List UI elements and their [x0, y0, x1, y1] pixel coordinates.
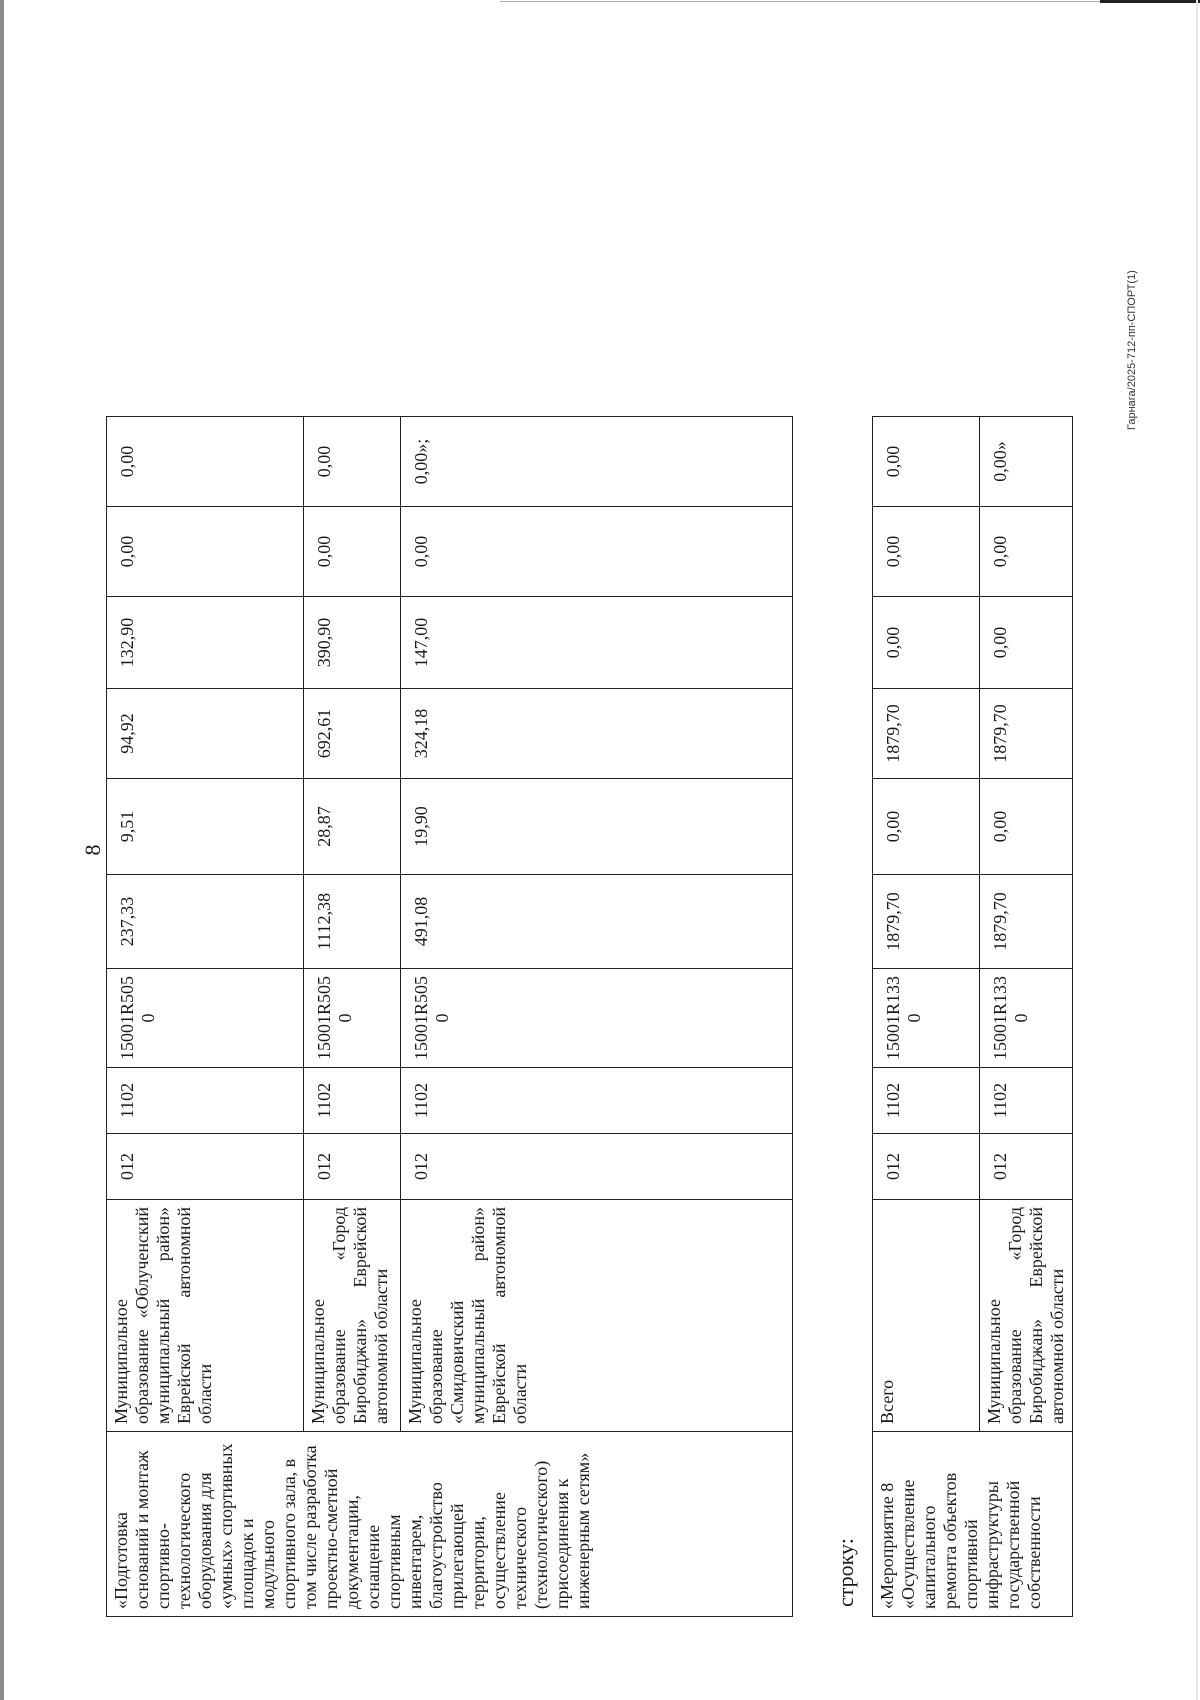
budget-table-lower	[872, 416, 1073, 1617]
value-cell: 0,00	[980, 506, 1073, 596]
value-cell: 491,08	[401, 874, 793, 968]
municipality-cell: Муниципальное образование «Смидовичский муниципальный район» Еврейской автономной области	[401, 1200, 793, 1432]
value-cell: 390,90	[304, 596, 401, 688]
value-cell: 0,00»	[980, 416, 1073, 506]
budget-table-upper	[106, 416, 793, 1617]
csr-cell: 15001R505 0	[304, 968, 401, 1067]
rzpr-cell: 1102	[980, 1068, 1073, 1134]
value-cell: 0,00	[873, 778, 980, 874]
value-cell: 0,00	[873, 596, 980, 688]
value-cell: 0,00	[107, 416, 304, 506]
table-row	[107, 416, 304, 1616]
value-cell: 147,00	[401, 596, 793, 688]
value-cell: 1879,70	[980, 874, 1073, 968]
grbs-cell: 012	[304, 1134, 401, 1200]
grbs-cell: 012	[873, 1134, 980, 1200]
activity-cell: «Мероприятие 8 «Осуществление капитального ремонта объектов спортивной инфраструктуры государственной собственности	[873, 1432, 1073, 1617]
row-replacement-label: строку:	[833, 1538, 858, 1607]
csr-cell: 15001R133 0	[980, 968, 1073, 1067]
grbs-cell: 012	[107, 1134, 304, 1200]
value-cell: 28,87	[304, 778, 401, 874]
rzpr-cell: 1102	[401, 1068, 793, 1134]
grbs-cell: 012	[401, 1134, 793, 1200]
municipality-cell: Всего	[873, 1200, 980, 1432]
municipality-cell: Муниципальное образование «Город Биробиджан» Еврейской автономной области	[980, 1200, 1073, 1432]
value-cell: 0,00	[304, 416, 401, 506]
csr-cell: 15001R505 0	[107, 968, 304, 1067]
value-cell: 0,00	[107, 506, 304, 596]
value-cell: 0,00	[304, 506, 401, 596]
rzpr-cell: 1102	[107, 1068, 304, 1134]
value-cell: 0,00	[873, 506, 980, 596]
value-cell: 1112,38	[304, 874, 401, 968]
municipality-cell: Муниципальное образование «Город Биробиджан» Еврейской автономной области	[304, 1200, 401, 1432]
value-cell: 1879,70	[873, 688, 980, 778]
table-row	[873, 416, 980, 1616]
value-cell: 0,00	[873, 416, 980, 506]
value-cell: 132,90	[107, 596, 304, 688]
rzpr-cell: 1102	[873, 1068, 980, 1134]
value-cell: 94,92	[107, 688, 304, 778]
csr-cell: 15001R505 0	[401, 968, 793, 1067]
value-cell: 237,33	[107, 874, 304, 968]
value-cell: 0,00»;	[401, 416, 793, 506]
value-cell: 692,61	[304, 688, 401, 778]
value-cell: 0,00	[980, 596, 1073, 688]
value-cell: 0,00	[401, 506, 793, 596]
document-code: Гарнага/2025-712-пп-СПОРТ(1)	[1126, 270, 1138, 430]
value-cell: 324,18	[401, 688, 793, 778]
municipality-cell: Муниципальное образование «Облученский муниципальный район» Еврейской автономной области	[107, 1200, 304, 1432]
value-cell: 1879,70	[873, 874, 980, 968]
csr-cell: 15001R133 0	[873, 968, 980, 1067]
value-cell: 1879,70	[980, 688, 1073, 778]
page-number: 8	[80, 844, 105, 856]
value-cell: 9,51	[107, 778, 304, 874]
value-cell: 19,90	[401, 778, 793, 874]
rzpr-cell: 1102	[304, 1068, 401, 1134]
activity-cell: «Подготовка оснований и монтаж спортивно-технологического оборудования для «умных» спортивных площадок и модульного спортивного зала, в том числе разработка проектно-сметной документации, оснащение спортивным инвентарем, благоустройство прилегающей территории, осуществление технического (технологического) присоединения к инженерным сетям»	[107, 1432, 793, 1617]
value-cell: 0,00	[980, 778, 1073, 874]
grbs-cell: 012	[980, 1134, 1073, 1200]
